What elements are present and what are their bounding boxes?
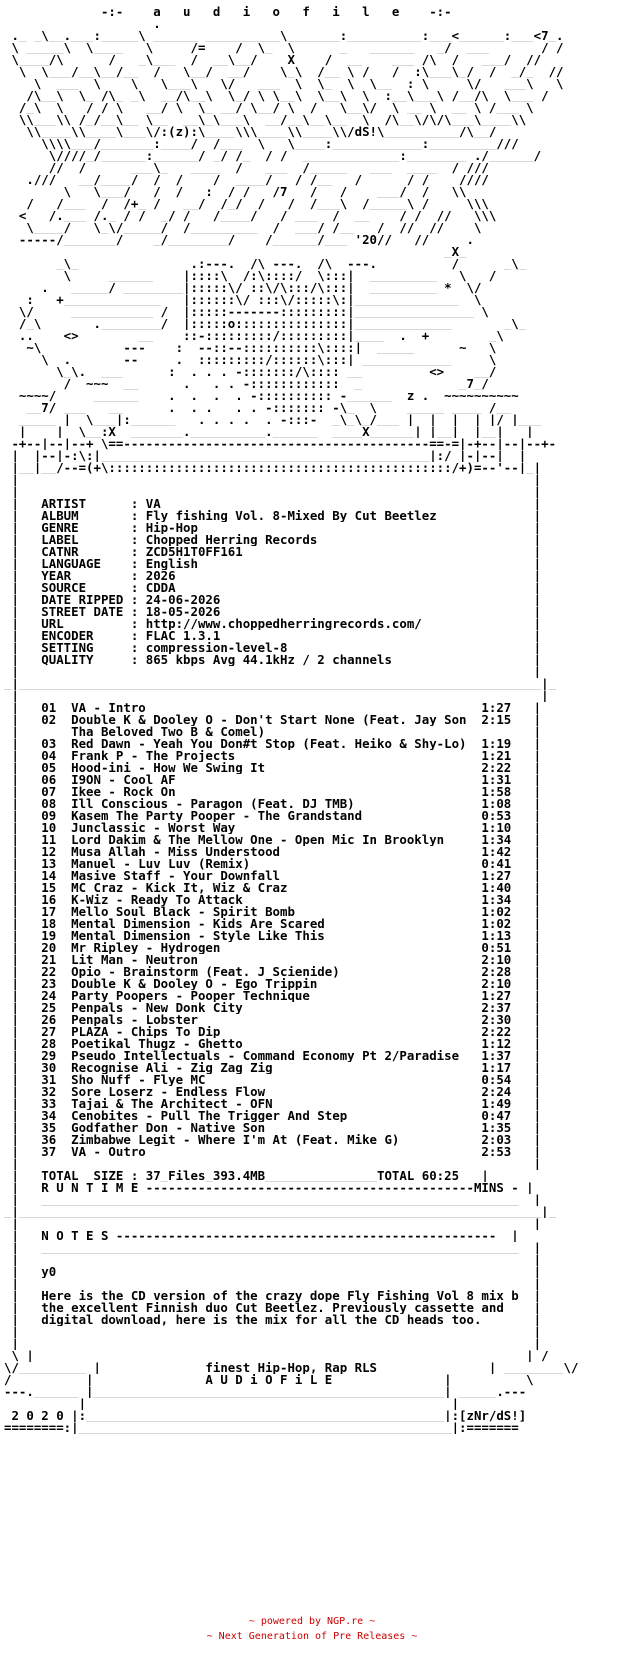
track-row: | 16 K-Wiz - Ready To Attack 1:34 |	[4, 894, 542, 906]
release-info-row: | ALBUM : Fly fishing Vol. 8-Mixed By Cut Beetlez |	[4, 510, 542, 522]
frame-line: | |	[4, 1254, 542, 1266]
track-row: | 05 Hood-ini - How We Swing It 2:22 |	[4, 762, 542, 774]
track-row: | 11 Lord Dakim & The Mellow One - Open Mic In Brooklyn 1:34 |	[4, 834, 542, 846]
notes-greeting: | y0 |	[4, 1266, 542, 1278]
banner-art-line: < /.___ /._ / / _/ / /____/ / ___ / __ / / // \\\	[4, 210, 497, 222]
track-row: | 22 Opio - Brainstorm (Feat. J Scienide) 2:28 |	[4, 966, 542, 978]
banner-art-line: / /___ / /+_ / __/ /_/ / / /___\ /_____\ / \\\	[4, 198, 489, 210]
frame-line: |__|__/--=(+\::::::::::::::::::::::::::::::::::::::::::::::/+)=--'--|_|	[4, 462, 542, 474]
scene-art-line: \/ ___________ / |:::::-------:::::::::|________________ \	[4, 306, 489, 318]
track-row: | Tha Beloved Two B & Comel) |	[4, 726, 542, 738]
track-row: | 02 Double K & Dooley O - Don't Start None (Feat. Jay Son 2:15 |	[4, 714, 542, 726]
track-row: | 35 Godfather Don - Native Son 1:35 |	[4, 1122, 542, 1134]
track-row: | 37 VA - Outro 2:53 |	[4, 1146, 542, 1158]
track-row: | 31 Sho Nuff - Flye MC 0:54 |	[4, 1074, 542, 1086]
banner-art-line: /_\ \ / / \ __/ \ \_ __/ \__/ \ / \__\/ \ __ \ __ \ /___ \	[4, 102, 534, 114]
track-row: | 23 Double K & Dooley O - Ego Trippin 2:10 |	[4, 978, 542, 990]
notes-heading: | N O T E S --------------------------------------------------- |	[4, 1230, 519, 1242]
footer	[0, 1614, 624, 1644]
frame-line: | |	[4, 1218, 542, 1230]
notes-body-line: | Here is the CD version of the crazy dope Fly Fishing Vol 8 mix b |	[4, 1290, 542, 1302]
track-row: | 33 Tajai & The Architect - OFN 1:49 |	[4, 1098, 542, 1110]
release-info-row: | DATE RIPPED : 24-06-2026 |	[4, 594, 542, 606]
signature-tagline: \/_________ | finest Hip-Hop, Rap RLS | ________\/	[4, 1362, 579, 1374]
track-row: | 27 PLAZA - Chips To Dip 2:22 |	[4, 1026, 542, 1038]
banner-art-line: .	[4, 18, 542, 30]
banner-title: -:- a u d i o f i l e -:-	[4, 6, 549, 18]
scene-art-line: ~~~~/ ______ . . . . -:::::::::: -______ z . ~~~~~~~~~~	[4, 390, 519, 402]
frame-line: _|______________________________________________________________________|_	[4, 678, 557, 690]
banner-art-line: \____/\ / _\___ / __\__/ X / __ ___ /\ / ___/ //	[4, 54, 542, 66]
track-row: | 01 VA - Intro 1:27 |	[4, 702, 542, 714]
track-row: | 26 Penpals - Lobster 2:30 |	[4, 1014, 542, 1026]
track-row: | 09 Kasem The Party Pooper - The Grandstand 0:53 |	[4, 810, 542, 822]
release-info-row: | QUALITY : 865 kbps Avg 44.1kHz / 2 channels |	[4, 654, 542, 666]
signature-group: / | A U D i O F i L E | \	[4, 1374, 534, 1386]
frame-line: -+--|--|--+ \==-----------------------------------------==-=|-+--|--|--+-	[4, 438, 557, 450]
frame-line: | |	[4, 1158, 542, 1170]
release-info-row: | ARTIST : VA |	[4, 498, 542, 510]
scene-art-line: \ . -- . :::::::::/::::::\:::| ____________ \	[4, 354, 497, 366]
footer-powered: ~ powered by NGP.re ~	[248, 1616, 376, 1627]
frame-line: | |	[4, 666, 542, 678]
release-info-row: | LABEL : Chopped Herring Records |	[4, 534, 542, 546]
banner-art-line: \____/ \_\/_____/ /_________ / ___/ /__ / // // \	[4, 222, 482, 234]
track-row: | 17 Mello Soul Black - Spirit Bomb 1:02 |	[4, 906, 542, 918]
banner-art-line: \ \___/__\__/__ / \__/ __/ \_\ /__ \ / / :\___\_/ / _/_ //	[4, 66, 564, 78]
frame-line: \ | | /	[4, 1350, 549, 1362]
track-row: | 18 Mental Dimension - Kids Are Scared 1:02 |	[4, 918, 542, 930]
track-row: | 13 Manuel - Luv Luv (Remix) 0:41 |	[4, 858, 542, 870]
track-row: | 06 I9ON - Cool AF 1:31 |	[4, 774, 542, 786]
release-info-row: | ENCODER : FLAC 1.3.1 |	[4, 630, 542, 642]
frame-line: | ________________________________________________________________ |	[4, 1242, 542, 1254]
frame-line: | |	[4, 1326, 542, 1338]
signature-year-crew: 2 0 2 0 |:________________________________________________|:[zNr/dS!]	[4, 1410, 527, 1422]
banner-art-line: \\____\\____\___\/:(z):\____\\\____\\____\\/dS!\__________/\__/	[4, 126, 497, 138]
scene-art-line: _____ | \___|:______ . . . . . -:::- _\_\_/___ | | | | |/ |___	[4, 414, 542, 426]
banner-art-line: // / ___\_ ____ / ___ /_____ ___ ____ / ///	[4, 162, 489, 174]
scene-art-line: _\_ .:---. /\ ---. /\ ---. / _\_	[4, 258, 527, 270]
release-info-row: | GENRE : Hip-Hop |	[4, 522, 542, 534]
track-row: | 24 Party Poopers - Pooper Technique 1:27 |	[4, 990, 542, 1002]
banner-art-line: \\\\___/_______:____/ /___ \ \____:____________:_________///	[4, 138, 519, 150]
frame-line: | |	[4, 474, 542, 486]
track-row: | 12 Musa Allah - Miss Understood 1:42 |	[4, 846, 542, 858]
track-row: | 20 Mr Ripley - Hydrogen 0:51 |	[4, 942, 542, 954]
track-row: | 34 Cenobites - Pull The Trigger And Step 0:47 |	[4, 1110, 542, 1122]
release-info-row: | YEAR : 2026 |	[4, 570, 542, 582]
frame-line: | |	[4, 1278, 542, 1290]
frame-line: ---.______ |_______________________________________________| _____.---	[4, 1386, 527, 1398]
frame-line: _|______________________________________________________________________|_	[4, 1206, 557, 1218]
footer-tagline: ~ Next Generation of Pre Releases ~	[206, 1631, 418, 1642]
release-info-row: | SETTING : compression-level-8 |	[4, 642, 542, 654]
frame-line: | |--|-:\:|____________________________________________|:/ |-|--| |	[4, 450, 527, 462]
track-row: | 36 Zimbabwe Legit - Where I'm At (Feat. Mike G) 2:03 |	[4, 1134, 542, 1146]
scene-art-line: ~\ --- : --::--::::::::::\::::| _____ ~ \	[4, 342, 497, 354]
banner-art-line: \ \___/ / / : / / /7 / / ___/ / \\	[4, 186, 467, 198]
track-row: | 15 MC Craz - Kick It, Wiz & Craz 1:40 |	[4, 882, 542, 894]
track-row: | 28 Poetikal Thugz - Ghetto 1:12 |	[4, 1038, 542, 1050]
notes-body-line: | the excellent Finnish duo Cut Beetlez. Previously cassette and |	[4, 1302, 542, 1314]
frame-line: | |	[4, 486, 542, 498]
release-info-row: | CATNR : ZCD5H1T0FF161 |	[4, 546, 542, 558]
track-row: | 32 Sore Loserz - Endless Flow 2:24 |	[4, 1086, 542, 1098]
notes-body-line: | digital download, here is the mix for all the CD heads too. |	[4, 1314, 542, 1326]
scene-art-line: : +_____________ |::::::\/ :::\/:::::\:|______________ \	[4, 294, 482, 306]
release-info-row: | LANGUAGE : English |	[4, 558, 542, 570]
scene-art-line: \ ______ |::::\ /:\::::/ \:::| _________ \ /	[4, 270, 497, 282]
track-row: | 10 Junclassic - Worst Way 1:10 |	[4, 822, 542, 834]
track-row: | 25 Penpals - New Donk City 2:37 |	[4, 1002, 542, 1014]
track-row: | 21 Lit Man - Neutron 2:10 |	[4, 954, 542, 966]
banner-art-line: -----/_______/ _/________/ /______/___ '20// // .	[4, 234, 474, 246]
runtime-row: | R U N T I M E --------------------------------------------MINS - |	[4, 1182, 534, 1194]
banner-art-line: \ ___ \ \ \___\ \/ ___ \ \_ \ \__ : \ \/ ___\ \	[4, 78, 564, 90]
scene-art-line: __7/ ___ __ . . . . . -::::::: -\_ \ _____ ____ /__	[4, 402, 512, 414]
frame-line: ========:|__________________________________________________|:=======	[4, 1422, 519, 1434]
scene-art-line: \_\. ___ : . . . -:::::::/\:::: __ <> __/	[4, 366, 497, 378]
release-info-row: | URL : http://www.choppedherringrecords.com/ |	[4, 618, 542, 630]
nfo-text-block	[4, 6, 622, 1434]
track-row: | 19 Mental Dimension - Style Like This 1:13 |	[4, 930, 542, 942]
frame-line: | |	[4, 1398, 460, 1410]
scene-art-line: .. <> __ ::-:::::::::/:::::::::|____ . + _\	[4, 330, 504, 342]
frame-line: | |	[4, 1338, 542, 1350]
banner-art-line: ./// __/____/ / / / ____/ / /__ / / / ////	[4, 174, 489, 186]
scene-art-line: / ~~~ __ . . . -:::::::::::: _ _7_/	[4, 378, 489, 390]
banner-art-line: \////_/______:______/ _/ /_ / / _____________:________ ./______/	[4, 150, 542, 162]
banner-art-line: ._ _\__.___:_____\ ______ __________\_______:__________:___<______:___<7_.	[4, 30, 564, 42]
banner-art-line: \ _____\ \____ \ /= / \_ \ _ ______ _/ ___ / /	[4, 42, 564, 54]
frame-line: | ________________________________________________________________ |	[4, 1194, 542, 1206]
totals-row: | TOTAL SIZE : 37_Files_393.4MB_______________TOTAL 60:25 |	[4, 1170, 489, 1182]
release-info-row: | STREET DATE : 18-05-2026 |	[4, 606, 542, 618]
track-row: | 08 Ill Conscious - Paragon (Feat. DJ TMB) 1:08 |	[4, 798, 542, 810]
scene-art-line: /_\ .________/ |:::::o:::::::::::::::|_____________ _\_	[4, 318, 527, 330]
track-row: | 14 Masive Staff - Your Downfall 1:27 |	[4, 870, 542, 882]
track-row: | 04 Frank P - The Projects 1:21 |	[4, 750, 542, 762]
banner-art-line: /\__\ \_ /\_ _\ __/\__\ \_/ \ \__\ \__\ \ :__\___\ /__/\ \___ /	[4, 90, 549, 102]
release-info-row: | SOURCE : CDDA |	[4, 582, 542, 594]
scene-art-line: _X_	[4, 246, 519, 258]
scene-art-line: . _____/ ________|:::::\/ ::\/\:::/\:::| _________ * \/	[4, 282, 482, 294]
track-row: | 29 Pseudo Intellectuals - Command Economy Pt 2/Paradise 1:37 |	[4, 1050, 542, 1062]
banner-art-line: \\___\\ /_/__\__ \__ __\_\___\ __/__\__\__ \ /\__\/\/\___\____\\	[4, 114, 527, 126]
scene-art-line: | | \__:X _______.__________.______ ____X______| |__| |__| |	[4, 426, 534, 438]
track-row: | 07 Ikee - Rock On 1:58 |	[4, 786, 542, 798]
track-row: | 03 Red Dawn - Yeah You Don#t Stop (Feat. Heiko & Shy-Lo) 1:19 |	[4, 738, 542, 750]
track-row: | 30 Recognise Ali - Zig Zag Zig 1:17 |	[4, 1062, 542, 1074]
frame-line: | |	[4, 690, 549, 702]
